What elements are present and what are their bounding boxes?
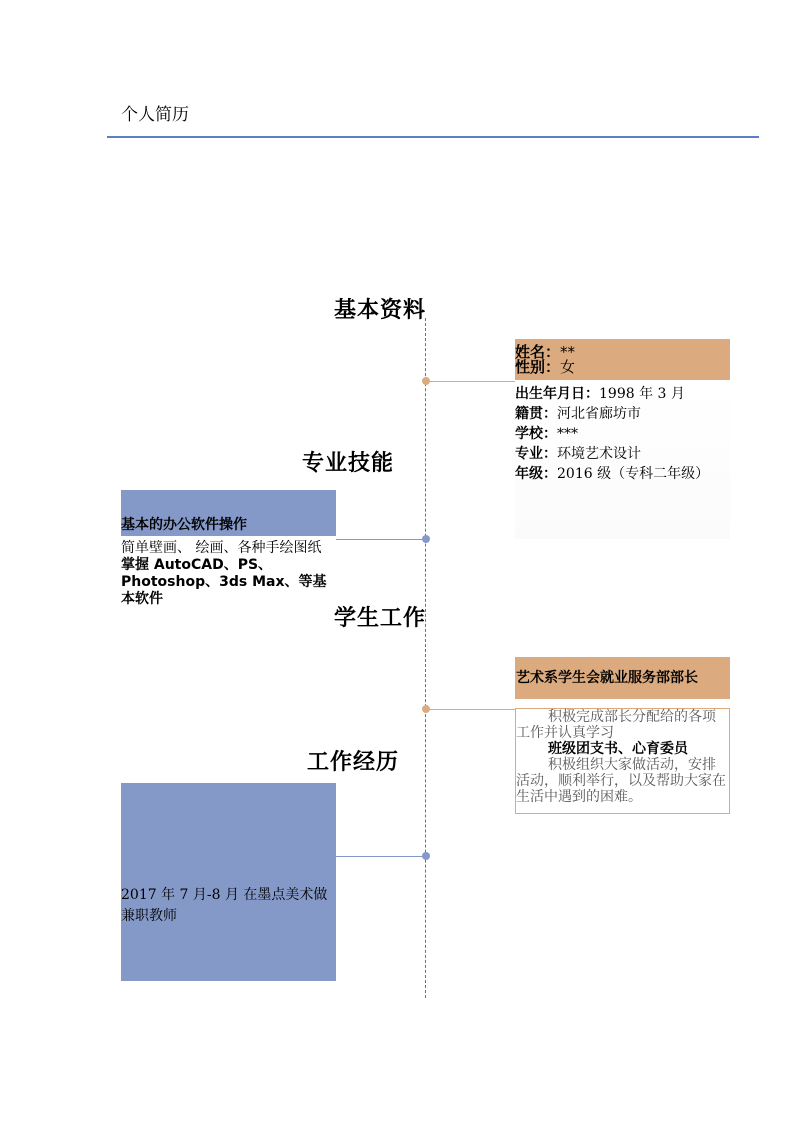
skills-heading-box: 基本的办公软件操作	[121, 490, 336, 536]
gender-value: 女	[560, 358, 576, 376]
section-title-skills: 专业技能	[302, 451, 395, 476]
basic-detail-box	[515, 384, 730, 539]
gender-label: 性别：	[515, 358, 561, 376]
timeline-dot-skills	[422, 535, 430, 543]
detail-row: 出生年月日：1998 年 3 月	[515, 386, 685, 402]
basic-name-box	[515, 339, 730, 380]
detail-row: 学校：***	[515, 426, 578, 442]
work-text: 2017 年 7 月-8 月 在墨点美术做兼职教师	[121, 887, 328, 924]
detail-row: 年级：2016 级（专科二年级）	[515, 466, 710, 482]
connector-work	[336, 856, 425, 857]
name-label: 姓名：	[515, 343, 561, 361]
page-title: 个人简历	[121, 105, 189, 125]
connector-skills	[336, 539, 425, 540]
timeline-line	[425, 318, 426, 998]
connector-basic	[426, 381, 515, 382]
name-value: **	[560, 343, 576, 361]
section-title-work: 工作经历	[307, 750, 400, 775]
connector-student	[426, 709, 515, 710]
detail-row: 专业：环境艺术设计	[515, 446, 641, 462]
header-divider	[107, 136, 759, 138]
student-heading-box: 艺术系学生会就业服务部部长	[515, 657, 730, 699]
work-box	[121, 783, 336, 981]
detail-row: 籍贯：河北省廊坊市	[515, 406, 641, 422]
section-title-student: 学生工作	[334, 606, 427, 631]
section-title-basic: 基本资料	[334, 298, 427, 323]
skills-body: 简单壁画、 绘画、各种手绘图纸 掌握 AutoCAD、PS、Photoshop、3ds Max、等基本软件	[121, 540, 327, 607]
timeline-dot-work	[422, 852, 430, 860]
student-body-box: 积极完成部长分配给的各项工作并认真学习 班级团支书、心育委员 积极组织大家做活动，安排活动，顺利举行，以及帮助大家在生活中遇到的困难。	[515, 708, 730, 814]
